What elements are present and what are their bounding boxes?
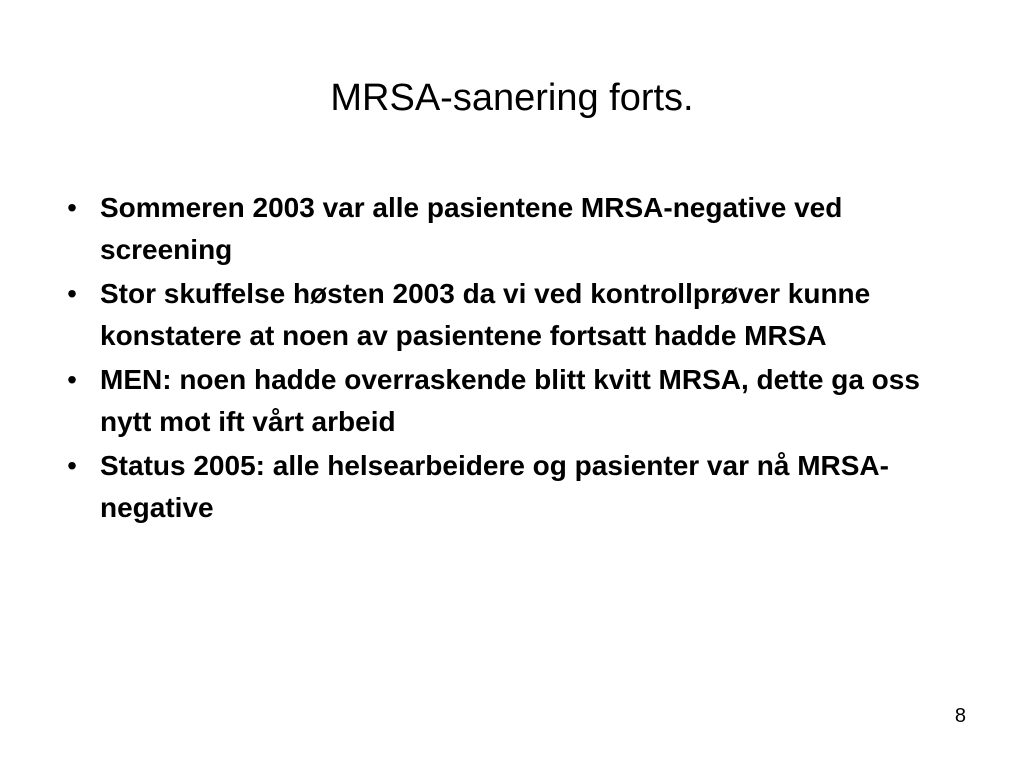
slide-title: MRSA-sanering forts. — [330, 77, 694, 119]
bullet-icon: • — [67, 192, 77, 223]
bullet-item — [62, 273, 962, 357]
page-number: 8 — [954, 705, 966, 727]
bullet-item — [62, 445, 962, 529]
bullet-item — [62, 187, 962, 271]
bullet-text: Stor skuffelse høsten 2003 da vi ved kontrollprøver kunne konstatere at noen av pasientene fortsatt hadde MRSA — [100, 278, 871, 351]
bullet-text: Sommeren 2003 var alle pasientene MRSA-negative ved screening — [100, 192, 843, 265]
bullet-icon: • — [67, 364, 77, 395]
bullet-text: Status 2005: alle helsearbeidere og pasienter var nå MRSA-negative — [100, 450, 889, 523]
bullet-text: MEN: noen hadde overraskende blitt kvitt MRSA, dette ga oss nytt mot ift vårt arbeid — [100, 364, 920, 437]
bullet-icon: • — [67, 278, 77, 309]
bullet-list — [62, 187, 962, 531]
bullet-item — [62, 359, 962, 443]
bullet-icon: • — [67, 450, 77, 481]
